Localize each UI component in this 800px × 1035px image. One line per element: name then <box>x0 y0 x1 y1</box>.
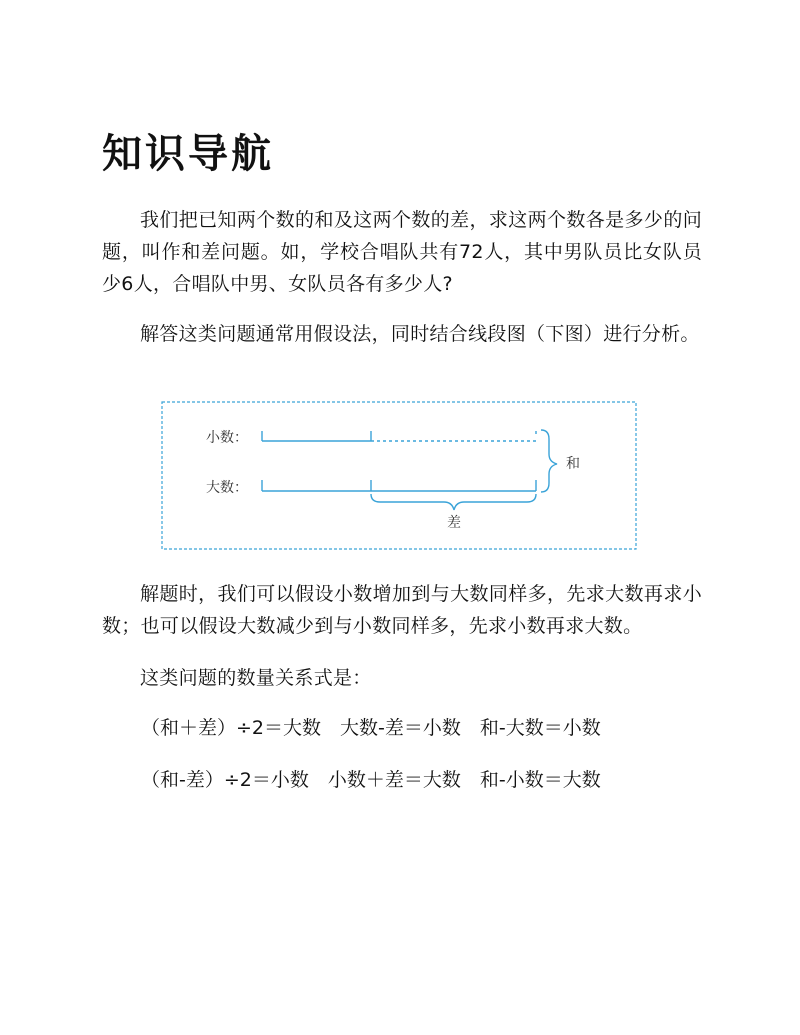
method-paragraph: 解答这类问题通常用假设法，同时结合线段图（下图）进行分析。 <box>140 323 700 345</box>
solution-paragraph: 解题时，我们可以假设小数增加到与大数同样多，先求大数再求小数；也可以假设大数减少到与小数同样多，先求小数再求大数。 <box>102 583 702 637</box>
small-number-label: 小数： <box>206 430 248 446</box>
difference-brace <box>371 494 536 510</box>
large-number-label: 大数： <box>206 480 248 496</box>
formula-line-2: （和-差）÷2＝小数 小数＋差＝大数 和-小数＝大数 <box>141 769 601 791</box>
difference-label: 差 <box>447 515 461 531</box>
sum-brace <box>541 430 557 492</box>
page-title: 知识导航 <box>102 130 274 177</box>
relations-intro: 这类问题的数量关系式是： <box>140 667 372 689</box>
large-number-segment <box>262 480 536 491</box>
small-number-segment <box>262 431 536 441</box>
sum-label: 和 <box>566 456 580 472</box>
intro-paragraph: 我们把已知两个数的和及这两个数的差，求这两个数各是多少的问题，叫作和差问题。如，学校合唱队共有72人，其中男队员比女队员少6人，合唱队中男、女队员各有多少人? <box>102 209 702 295</box>
diagram-border <box>162 402 636 549</box>
formula-line-1: （和＋差）÷2＝大数 大数-差＝小数 和-大数＝小数 <box>141 717 601 739</box>
